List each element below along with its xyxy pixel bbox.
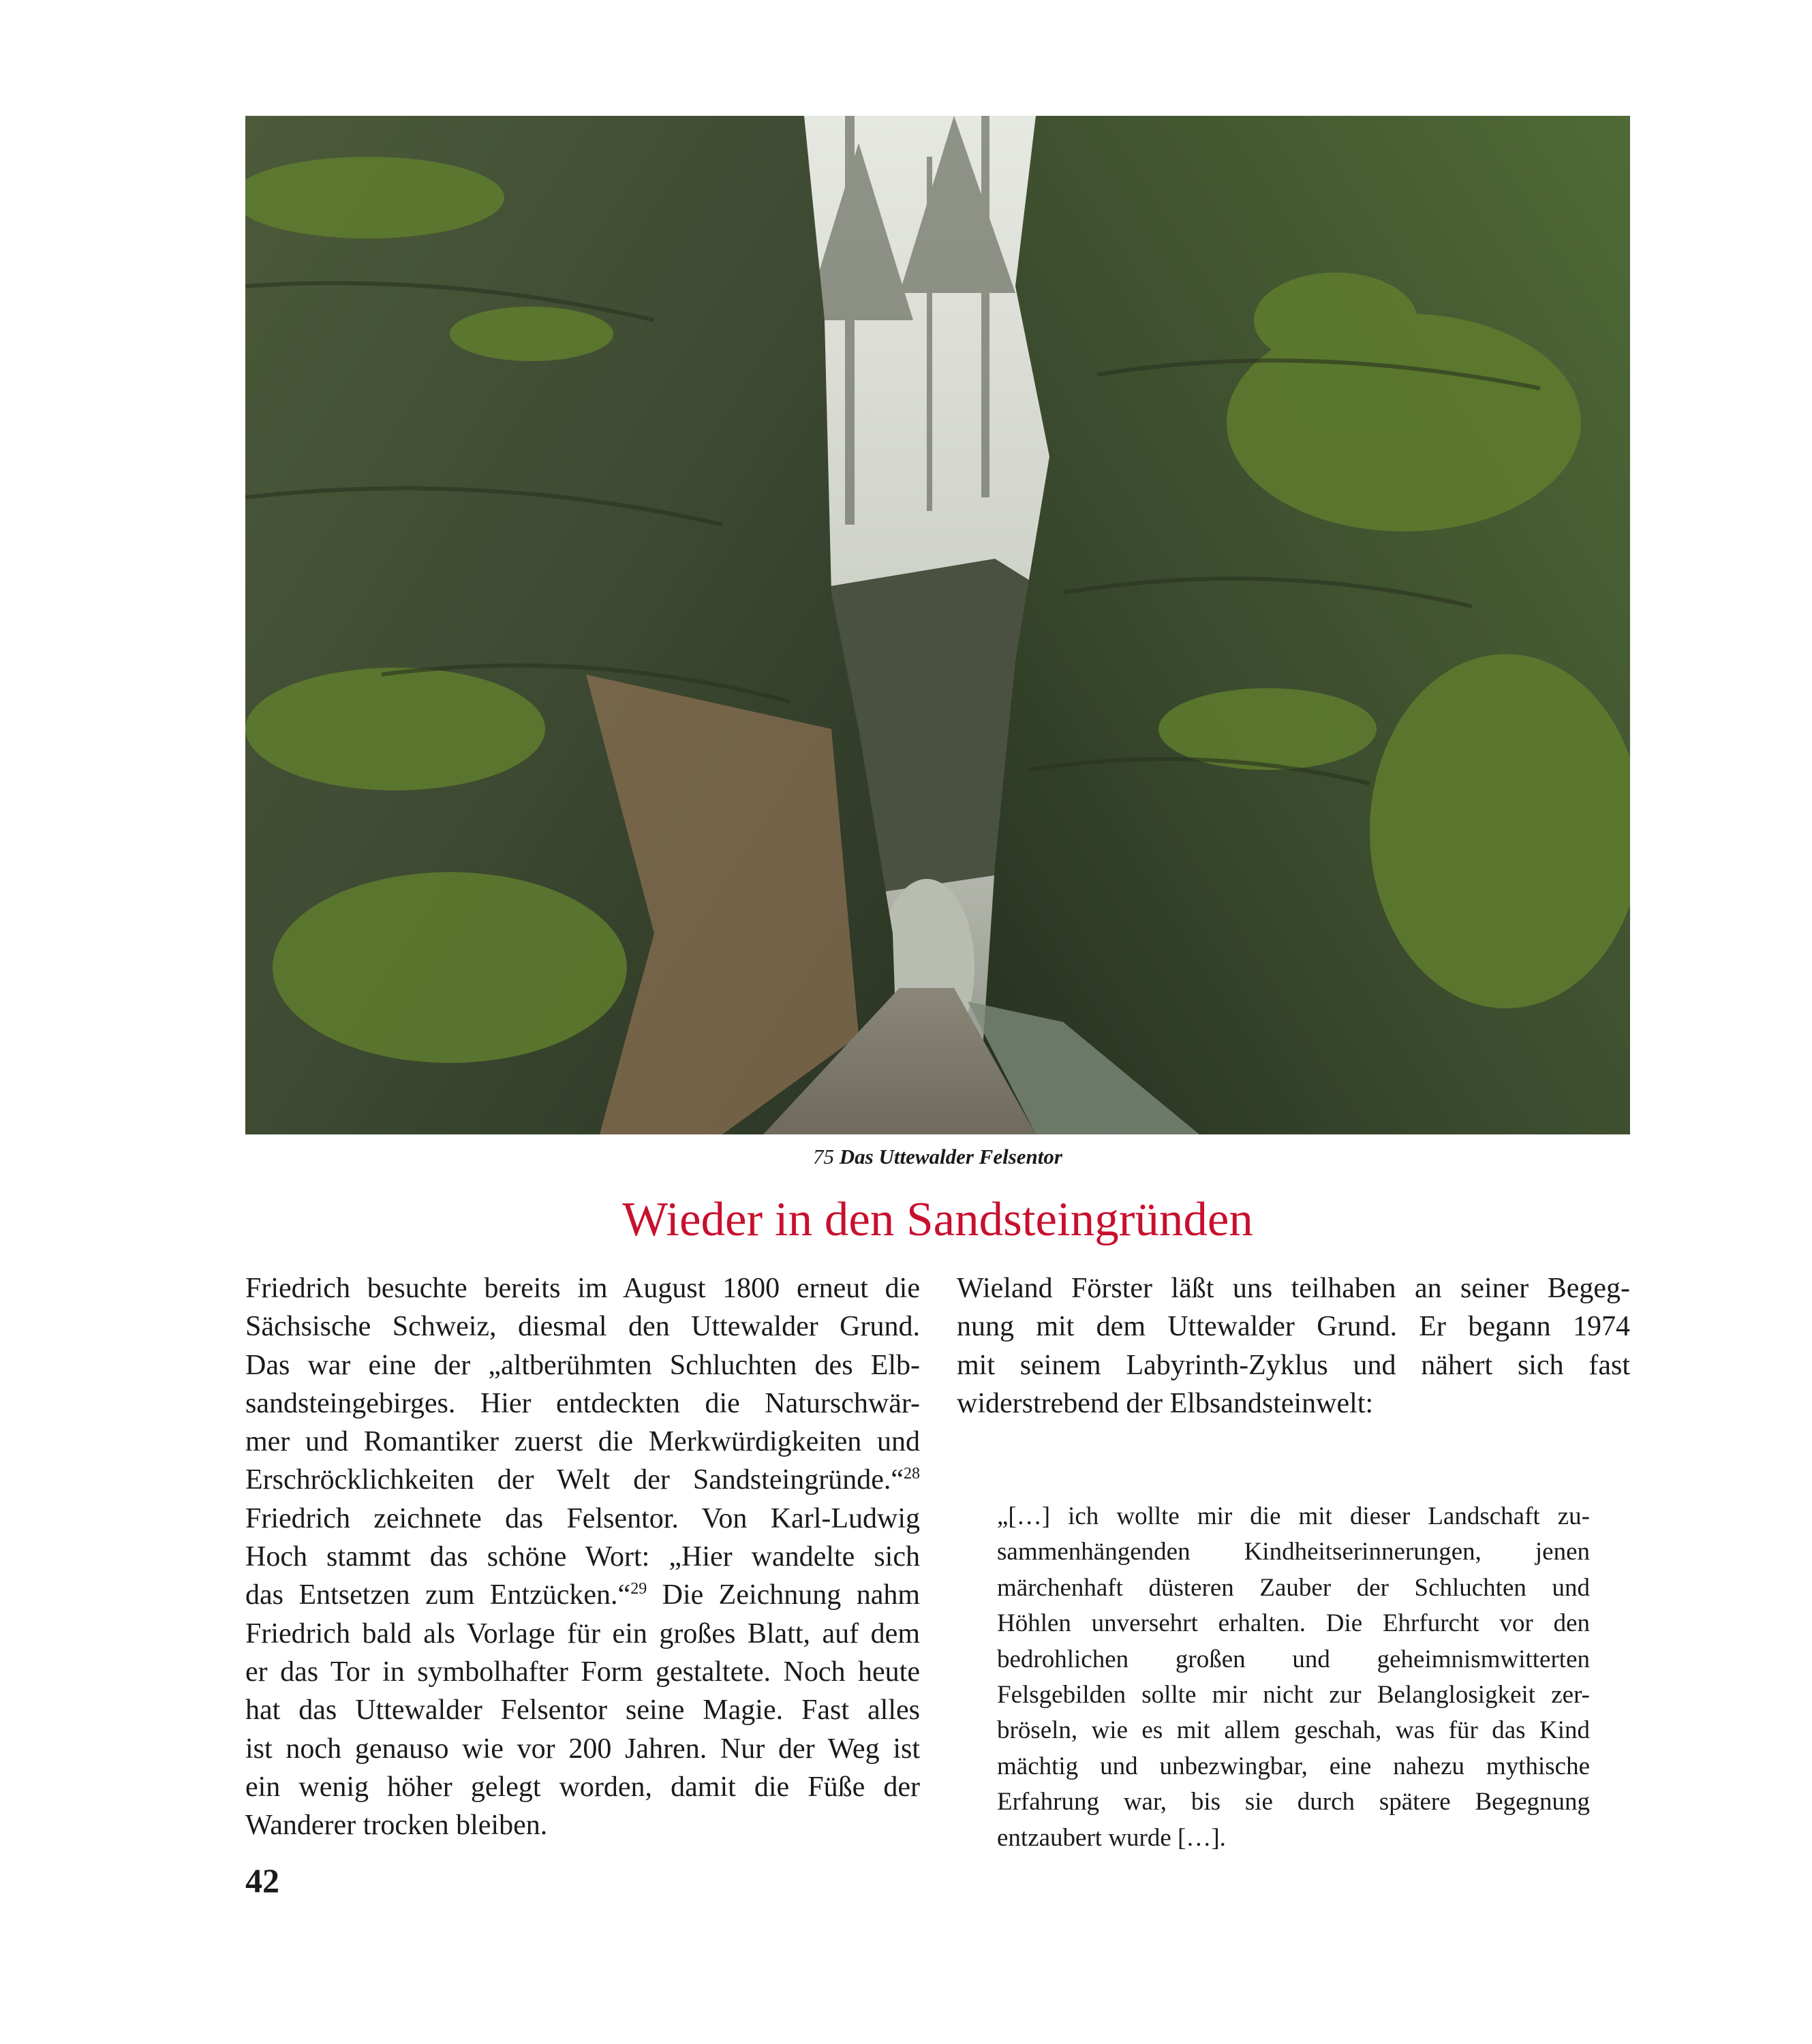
text-line-with-footnote (245, 1461, 920, 1499)
text-line: Sächsische Schweiz, diesmal den Uttewalder Grund. (245, 1311, 920, 1343)
quote-line: märchenhaft düsteren Zauber der Schluchten und (997, 1573, 1590, 1602)
gorge-illustration (245, 116, 1630, 1134)
quote-line: Erfahrung war, bis sie durch spätere Begegnung (997, 1788, 1590, 1816)
text-line-rest: Die Zeichnung nahm (647, 1579, 921, 1611)
footnote-marker: 28 (904, 1465, 920, 1483)
quote-line: sammenhängenden Kindheitserinnerungen, jenen (997, 1538, 1590, 1566)
figure-caption (245, 1143, 1630, 1171)
text-line: ist noch genauso wie vor 200 Jahren. Nur der Weg ist (245, 1733, 920, 1765)
text-line: widerstrebend der Elbsandsteinwelt: (957, 1387, 1374, 1419)
quote-line: bedrohlichen großen und geheimnismwitterten (997, 1645, 1590, 1673)
text-line: er das Tor in symbolhafter Form gestaltete. Noch heute (245, 1656, 920, 1688)
text-line: Friedrich bald als Vorlage für ein großes Blatt, auf dem (245, 1617, 920, 1650)
right-column (957, 1269, 1630, 1423)
quote-line: Höhlen unversehrt erhalten. Die Ehrfurcht vor den (997, 1609, 1590, 1638)
text-line: sandsteingebirges. Hier entdeckten die Naturschwär- (245, 1387, 920, 1419)
left-column (245, 1269, 920, 1844)
quote-line: entzaubert wurde […]. (997, 1823, 1226, 1852)
text-line: Erschröcklichkeiten der Welt der Sandsteingründe.“ (245, 1464, 904, 1496)
text-line: ein wenig höher gelegt worden, damit die Füße der (245, 1771, 920, 1803)
caption-number: 75 (813, 1145, 834, 1168)
quote-line: mächtig und unbezwingbar, eine nahezu mythische (997, 1752, 1590, 1780)
quote-line: bröseln, wie es mit allem geschah, was für das Kind (997, 1716, 1590, 1745)
text-line-with-footnote (245, 1576, 920, 1614)
text-line: hat das Uttewalder Felsentor seine Magie. Fast alles (245, 1694, 920, 1726)
page-number: 42 (245, 1861, 279, 1900)
text-line: Friedrich zeichnete das Felsentor. Von Karl-Ludwig (245, 1502, 920, 1534)
text-line: Friedrich besuchte bereits im August 1800 erneut die (245, 1273, 920, 1304)
caption-title: Das Uttewalder Felsentor (839, 1145, 1062, 1168)
footnote-marker: 29 (630, 1580, 647, 1598)
text-line: Wanderer trocken bleiben. (245, 1810, 548, 1842)
section-heading: Wieder in den Sandsteingründen (622, 1193, 1253, 1246)
quote-line: Felsgebilden sollte mir nicht zur Belanglosigkeit zer- (997, 1681, 1590, 1709)
text-line: Wieland Förster läßt uns teilhaben an seiner Begeg- (957, 1273, 1630, 1304)
quote-line: „[…] ich wollte mir die mit dieser Landschaft zu- (997, 1502, 1590, 1530)
text-line: Das war eine der „altberühmten Schluchten des Elb- (245, 1349, 920, 1381)
block-quote (997, 1499, 1590, 1856)
text-line: nung mit dem Uttewalder Grund. Er begann 1974 (957, 1311, 1630, 1343)
text-line: das Entsetzen zum Entzücken.“ (245, 1579, 631, 1611)
text-line: mit seinem Labyrinth-Zyklus und nähert sich fast (957, 1349, 1630, 1381)
sandstone-gorge-photo (245, 116, 1630, 1134)
text-line: Hoch stammt das schöne Wort: „Hier wandelte sich (245, 1541, 920, 1573)
text-line: mer und Romantiker zuerst die Merkwürdigkeiten und (245, 1426, 920, 1458)
